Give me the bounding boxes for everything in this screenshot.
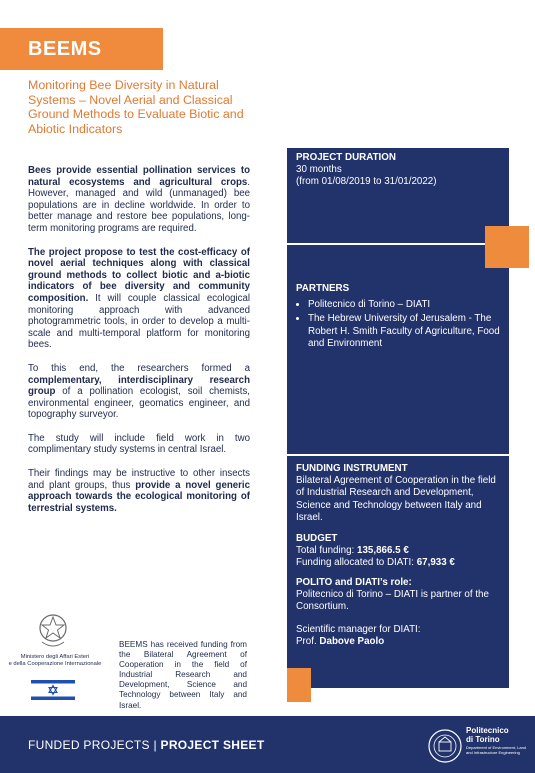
- israel-flag-icon: [31, 678, 75, 702]
- footer-label: [28, 738, 264, 752]
- total-label: Total funding:: [296, 545, 358, 557]
- p3-rest: of a pollination ecologist, soil chemists, environmental engineer, geomatics engineer, and topography surveyor.: [28, 386, 250, 421]
- diati-label: Funding allocated to DIATI:: [296, 557, 417, 569]
- title-bar: [0, 28, 163, 70]
- manager-prefix: Prof.: [296, 636, 320, 648]
- paragraph-4: The study will include field work in two complimentary study systems in central Israel.: [28, 432, 250, 456]
- polito-line2: di Torino: [466, 735, 500, 744]
- role-text: Politecnico di Torino – DIATI is partner of the Consortium.: [296, 589, 489, 613]
- paragraph-3: [28, 363, 250, 421]
- manager-section: [296, 624, 506, 648]
- ministry-logo-text: [2, 654, 108, 668]
- p5-bold: provide a novel generic approach towards the ecological monitoring of terrestrial systems.: [28, 479, 251, 514]
- footer-text: FUNDED PROJECTS |: [28, 738, 161, 752]
- diati-funding: [296, 557, 506, 569]
- manager-line: [296, 636, 506, 648]
- polito-name: [466, 726, 509, 744]
- funding-section: [296, 463, 506, 524]
- ministry-line2: e della Cooperazione Internazionale: [8, 660, 102, 667]
- role-section: [296, 577, 506, 614]
- total-value: 135,866.5 €: [357, 545, 409, 557]
- partners-section: [296, 283, 506, 352]
- p3-start: To this end, the researchers formed a: [28, 362, 250, 374]
- duration-heading: PROJECT DURATION: [296, 152, 396, 163]
- role-heading: POLITO and DIATI’s role:: [296, 577, 412, 588]
- p2-bold: The project propose to test the cost-efficacy of novel aerial techniques along with classical ground methods to collect biotic and a-biotic indicators of bee diversity and community composition.: [28, 246, 250, 304]
- panel-divider: [287, 243, 509, 245]
- ministry-line1: Ministero degli Affari Esteri: [20, 654, 90, 660]
- polito-line1: Politecnico: [466, 726, 509, 735]
- paragraph-5: [28, 468, 250, 514]
- budget-heading: BUDGET: [296, 533, 338, 544]
- description-column: [28, 165, 250, 526]
- duration-section: [296, 152, 506, 189]
- p3-bold: complementary, interdisciplinary research group: [28, 374, 250, 398]
- footer-bold: PROJECT SHEET: [160, 738, 265, 752]
- polito-department: Department of Environment, Land and Infrastructure Engineering: [466, 745, 527, 755]
- italian-emblem-icon: [38, 612, 68, 650]
- duration-value: 30 months: [296, 164, 342, 176]
- panel-divider: [287, 454, 509, 456]
- p2-rest: It will couple classical ecological monitoring approach with advanced photogrammetric tools, in order to develop a multi-scale and multi-temporal platform for monitoring bees.: [28, 292, 250, 351]
- diati-value: 67,933 €: [416, 557, 455, 569]
- funding-text: Bilateral Agreement of Cooperation in the field of Industrial Research and Development, Science and Technology between Italy and Israel.: [296, 475, 496, 523]
- paragraph-2: [28, 247, 250, 351]
- funding-heading: FUNDING INSTRUMENT: [296, 463, 408, 474]
- project-subtitle: Monitoring Bee Diversity in Natural Systems – Novel Aerial and Classical Ground Methods to Evaluate Biotic and Abiotic Indicators: [28, 78, 244, 136]
- project-title: BEEMS: [28, 38, 102, 60]
- partner-item: • The Hebrew University of Jerusalem - The Robert H. Smith Faculty of Agriculture, Food and Environment: [308, 313, 506, 350]
- decor-square: [287, 668, 311, 702]
- decor-square: [485, 226, 529, 268]
- budget-section: [296, 533, 506, 570]
- manager-label: Scientific manager for DIATI:: [296, 624, 421, 635]
- paragraph-1: [28, 165, 250, 235]
- p5-start: Their findings may be instructive to other insects and plant groups, thus: [28, 468, 250, 491]
- manager-name: Dabove Paolo: [319, 636, 385, 648]
- partners-list: [296, 299, 506, 350]
- funding-note: BEEMS has received funding from the Bilateral Agreement of Cooperation in the field of Industrial Research and Development, Science and Technology between Italy and Israel.: [119, 640, 247, 710]
- partners-heading: PARTNERS: [296, 283, 350, 294]
- total-funding: [296, 545, 506, 557]
- partner-item: • Politecnico di Torino – DIATI: [308, 299, 506, 311]
- polito-seal-icon: [426, 727, 464, 765]
- duration-dates: (from 01/08/2019 to 31/01/2022): [296, 176, 437, 188]
- p1-bold: Bees provide essential pollination services to natural ecosystems and agricultural crops: [28, 165, 250, 188]
- p1-rest: . However, managed and wild (unmanaged) bee populations are in decline worldwide. In order to better manage and restore bee populations, long-term monitoring programs are required.: [28, 176, 250, 234]
